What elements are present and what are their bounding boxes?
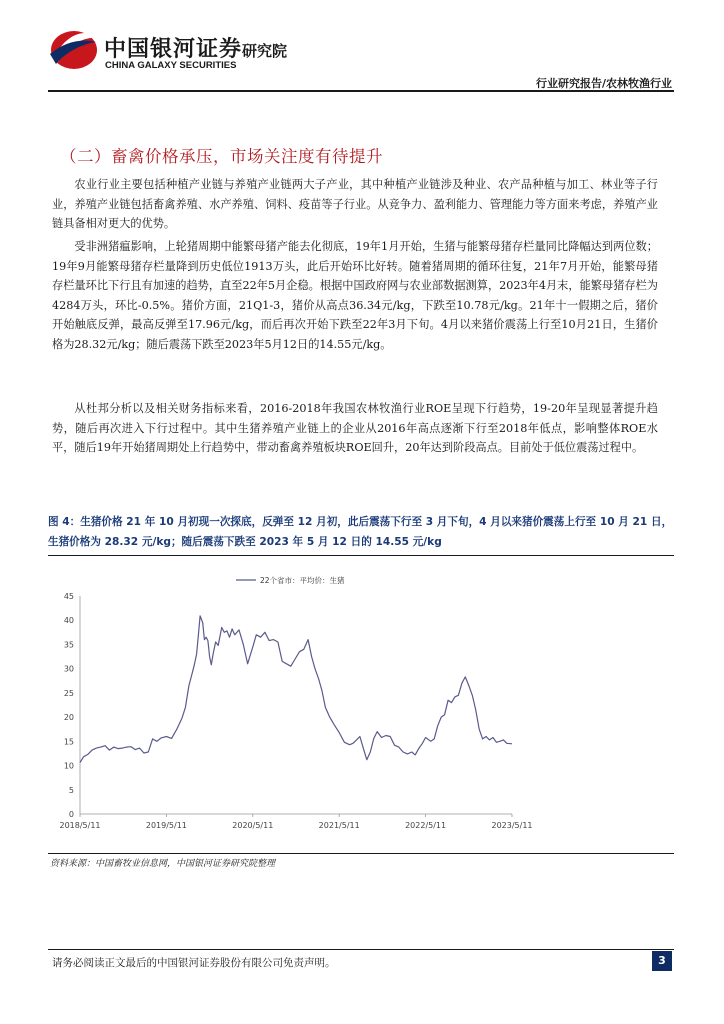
y-tick-label: 45	[63, 592, 74, 601]
chart-ticks	[59, 592, 532, 830]
y-tick-label: 20	[63, 713, 74, 723]
y-tick-label: 0	[68, 810, 74, 819]
institute-label: 研究院	[242, 42, 288, 60]
x-tick-label: 2018/5/11	[59, 821, 101, 830]
y-tick-label: 30	[63, 664, 74, 674]
brand-name-cn: 中国银河证券	[104, 37, 243, 62]
figure-caption: 图 4：生猪价格 21 年 10 月初现一次探底，反弹至 12 月初，此后震荡下行至 3 月下旬，4 月以来猪价震荡上行至 10 月 21 日，生猪价格为 28.32 元/kg；随后震荡下跌至 2023 年 5 月 12 日的 14.55 元/kg	[48, 516, 673, 548]
chart-legend	[236, 575, 345, 585]
paragraph: 农业行业主要包括种植产业链与养殖产业链两大子产业，其中种植产业链涉及种业、农产品种植与加工、林业等子行业，养殖产业链包括畜禽养殖、水产养殖、饲料、疫苗等子行业。从竞争力、盈利能力、管理能力等方面来考虑，养殖产业链具备相对更大的优势。	[52, 178, 658, 231]
paragraph: 从杜邦分析以及相关财务指标来看，2016-2018年我国农林牧渔行业ROE呈现下行趋势，19-20年呈现显著提升趋势，随后再次进入下行过程中。其中生猪养殖产业链上的企业从2016年高点逐渐下行至2018年低点，影响整体ROE水平，随后19年开始猪周期处上行趋势中，带动畜禽养殖板块ROE回升，20年达到阶段高点。目前处于低位震荡过程中。	[52, 402, 658, 455]
x-tick-label: 2020/5/11	[232, 821, 274, 830]
figure-source: 资料来源：中国畜牧业信息网，中国银河证券研究院整理	[50, 859, 276, 869]
section-title: （二）畜禽价格承压，市场关注度有待提升	[60, 147, 383, 166]
y-tick-label: 5	[68, 785, 74, 795]
footer-disclaimer: 请务必阅读正文最后的中国银河证券股份有限公司免责声明。	[52, 957, 336, 969]
y-tick-label: 40	[63, 616, 74, 626]
figure-bottom-rule	[48, 853, 674, 854]
x-tick-label: 2019/5/11	[145, 821, 187, 830]
galaxy-logo-icon	[48, 28, 100, 72]
y-tick-label: 10	[63, 761, 74, 771]
paragraph: 受非洲猪瘟影响，上轮猪周期中能繁母猪产能去化彻底，19年1月开始，生猪与能繁母猪存栏量同比降幅达到两位数；19年9月能繁母猪存栏量降到历史低位1913万头，此后开始环比好转。随着猪周期的循环往复，21年7月开始，能繁母猪存栏量环比下行且有加速的趋势，直至22年5月企稳。根据中国政府网与农业部数据测算，2023年4月末，能繁母猪存栏为4284万头，环比-0.5%。猪价方面，21Q1-3，猪价从高点36.34元/kg，下跌至10.78元/kg。21年十一假期之后，猪价开始触底反弹，最高反弹至17.96元/kg，而后再次开始下跌至22年3月下旬。4月以来猪价震荡上行至10月21日，生猪价格为28.32元/kg；随后震荡下跌至2023年5月12日的14.55元/kg。	[52, 240, 658, 351]
x-tick-label: 2021/5/11	[318, 821, 360, 830]
y-tick-label: 25	[63, 688, 74, 698]
x-tick-label: 2022/5/11	[405, 821, 447, 830]
footer-divider	[48, 949, 674, 950]
x-tick-label: 2023/5/11	[491, 821, 533, 830]
report-category: 行业研究报告/农林牧渔行业	[535, 77, 672, 90]
series-line-hog-price	[80, 616, 512, 763]
y-tick-label: 15	[63, 737, 74, 747]
brand-name-en: CHINA GALAXY SECURITIES	[105, 60, 237, 71]
legend-label: 22个省市：平均价：生猪	[260, 576, 345, 585]
header-divider	[48, 90, 674, 92]
hog-price-line-chart	[0, 556, 724, 852]
y-tick-label: 35	[63, 640, 74, 650]
company-logo	[48, 28, 348, 78]
page-number: 3	[652, 951, 672, 971]
